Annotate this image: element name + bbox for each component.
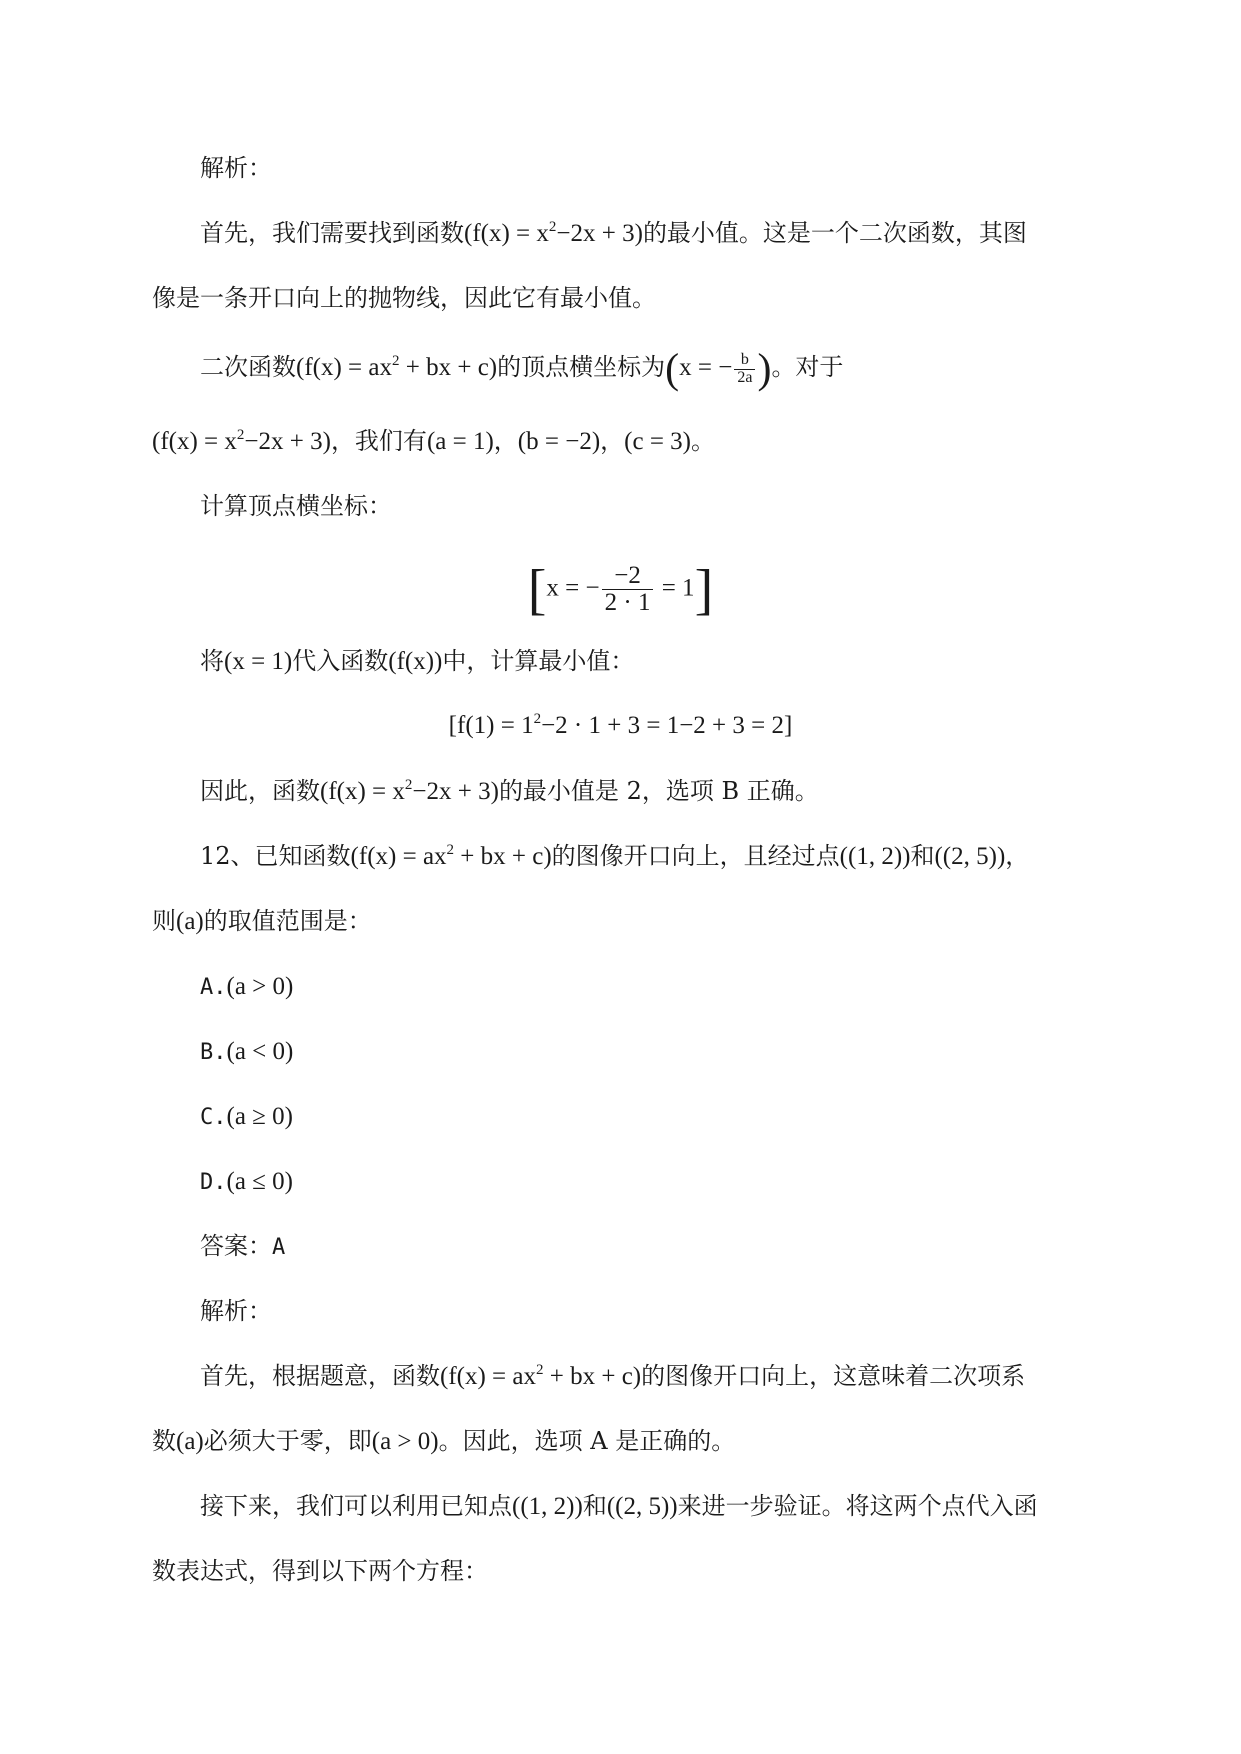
math-inline: ((2, 5))	[606, 1493, 678, 1520]
text: 首先，根据题意，函数	[200, 1362, 440, 1390]
text: 首先，我们需要找到函数	[200, 219, 464, 247]
text: 数	[152, 1427, 176, 1455]
math-text: (f(x) = x	[152, 428, 237, 455]
text: 因此，函数	[200, 777, 320, 805]
option-d	[0, 1163, 1241, 1201]
math-inline: ((1, 2))	[839, 843, 911, 870]
paragraph-line	[0, 488, 1241, 524]
math-inline: (a)	[176, 1428, 204, 1455]
display-equation-vertex	[0, 558, 1241, 621]
answer-line	[0, 1228, 1241, 1266]
fraction	[734, 352, 755, 387]
exponent: 2	[446, 842, 455, 858]
text: 解析：	[200, 1297, 272, 1325]
paragraph-line	[0, 1358, 1241, 1395]
math-inline: (c = 3)	[624, 428, 692, 455]
math-inline: ((2, 5))	[934, 843, 1006, 870]
text: 和	[582, 1492, 607, 1520]
text: 。因此，选项 A 是正确的。	[438, 1427, 736, 1455]
numerator: −2	[614, 562, 641, 589]
text: ，	[493, 427, 518, 455]
math-text: + bx + c)	[399, 354, 498, 381]
math-inline: (a > 0)	[226, 973, 294, 1000]
text: 解析：	[200, 154, 272, 182]
text: 的图像开口向上，且经过点	[551, 842, 840, 870]
paragraph-line	[0, 280, 1241, 316]
heading-analysis-1	[0, 150, 1241, 186]
math-text: (f(x) = ax	[296, 354, 392, 381]
left-bracket: [	[527, 558, 547, 621]
text: 。对于	[771, 353, 844, 381]
text: 来进一步验证。将这两个点代入函	[677, 1492, 1038, 1520]
text: 则	[152, 907, 176, 935]
math-inline	[296, 354, 497, 381]
math-text: + bx + c)	[454, 843, 552, 870]
text: 计算顶点横坐标：	[200, 492, 392, 520]
math-inline	[464, 220, 643, 247]
exponent: 2	[392, 353, 400, 369]
text: 的最小值。这是一个二次函数，其图	[642, 219, 1027, 247]
math-inline	[440, 1363, 641, 1390]
right-paren: )	[757, 346, 772, 393]
paragraph-line	[0, 1488, 1241, 1525]
text: 将	[200, 647, 224, 675]
text: 的取值范围是：	[203, 907, 372, 935]
paragraph-line	[0, 773, 1241, 810]
option-label: B.	[200, 1040, 227, 1065]
exponent: 2	[404, 777, 413, 793]
math-vertex-formula	[665, 346, 772, 393]
answer-value: A	[272, 1235, 286, 1260]
text: 的最小值是 2，选项 B 正确。	[498, 777, 819, 805]
math-text: + bx + c)	[543, 1363, 642, 1390]
paragraph-line	[0, 643, 1241, 680]
math-inline	[351, 843, 552, 870]
display-equation-minimum	[0, 708, 1241, 744]
math-inline: (a < 0)	[226, 1038, 294, 1065]
heading-analysis-2	[0, 1293, 1241, 1329]
exponent: 2	[533, 711, 542, 727]
math-inline	[152, 428, 331, 455]
math-inline: (x = 1)	[224, 648, 293, 675]
math-inline: (f(x))	[388, 648, 443, 675]
left-paren: (	[665, 346, 680, 393]
denominator: 2a	[734, 369, 755, 387]
exponent: 2	[236, 427, 245, 443]
text: 的顶点横坐标为	[497, 353, 666, 381]
math-text: x = −	[679, 354, 733, 381]
option-b	[0, 1033, 1241, 1071]
math-inline: (a ≤ 0)	[226, 1168, 293, 1195]
fraction	[602, 563, 654, 617]
exponent: 2	[536, 1362, 544, 1378]
text: 必须大于零，即	[203, 1427, 372, 1455]
text: 和	[910, 842, 935, 870]
answer-label: 答案：	[200, 1232, 272, 1260]
math-inline: (a)	[176, 908, 204, 935]
option-label: C.	[200, 1105, 227, 1130]
math-text: (f(x) = x	[320, 778, 405, 805]
math-text: [f(1) = 1	[448, 712, 534, 739]
text: 接下来，我们可以利用已知点	[200, 1492, 512, 1520]
paragraph-line	[0, 1553, 1241, 1589]
text: ，	[600, 427, 625, 455]
math-text: −2x + 3)	[244, 428, 331, 455]
text: 中，计算最小值：	[442, 647, 635, 675]
math-inline: (b = −2)	[517, 428, 601, 455]
math-text: (f(x) = ax	[350, 843, 447, 870]
paragraph-line	[0, 215, 1241, 252]
question-12-stem	[0, 838, 1241, 875]
math-text: −2x + 3)	[556, 220, 643, 247]
math-text: (f(x) = ax	[440, 1363, 536, 1390]
text: 的图像开口向上，这意味着二次项系	[641, 1362, 1026, 1390]
exponent: 2	[548, 219, 557, 235]
text: ，我们有	[330, 427, 427, 455]
math-inline: ((1, 2))	[512, 1493, 583, 1520]
math-text: x = −	[546, 574, 600, 602]
option-c	[0, 1098, 1241, 1136]
math-text: = 1	[655, 574, 695, 602]
paragraph-line	[0, 1423, 1241, 1460]
math-text: −2 · 1 + 3 = 1−2 + 3 = 2]	[541, 712, 793, 739]
math-inline: (a = 1)	[426, 428, 494, 455]
text: 数表达式，得到以下两个方程：	[152, 1557, 488, 1585]
option-label: D.	[200, 1170, 227, 1195]
paragraph-line	[0, 423, 1241, 460]
math-inline: (a ≥ 0)	[226, 1103, 293, 1130]
text: ，	[1005, 842, 1030, 870]
math-text: −2x + 3)	[412, 778, 499, 805]
numerator: b	[740, 350, 749, 368]
right-bracket: ]	[694, 558, 714, 621]
option-a	[0, 968, 1241, 1006]
paragraph-line	[0, 903, 1241, 940]
paragraph-line	[0, 346, 1241, 393]
text: 代入函数	[292, 647, 389, 675]
math-text: (f(x) = x	[464, 220, 549, 247]
option-label: A.	[200, 975, 227, 1000]
text: 12、已知函数	[200, 842, 351, 870]
denominator: 2 · 1	[602, 589, 654, 616]
text: 二次函数	[200, 353, 296, 381]
math-inline	[320, 778, 499, 805]
text: 像是一条开口向上的抛物线，因此它有最小值。	[152, 284, 656, 312]
math-inline: (a > 0)	[371, 1428, 439, 1455]
text: 。	[691, 427, 716, 455]
